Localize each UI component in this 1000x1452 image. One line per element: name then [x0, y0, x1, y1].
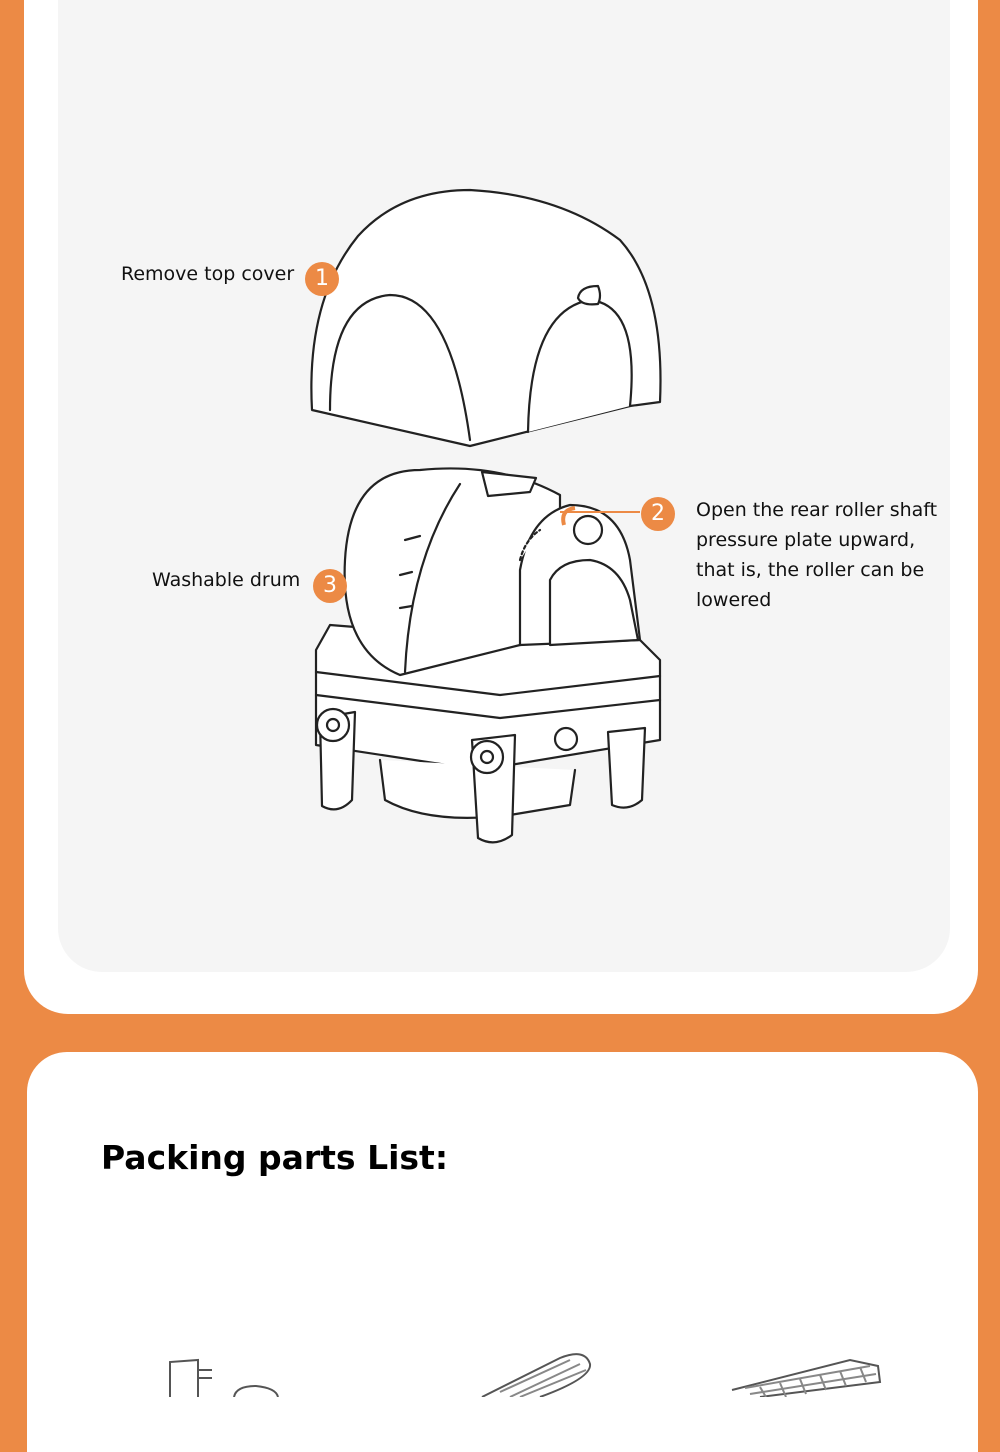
callout-1-badge: 1: [305, 262, 339, 296]
roller-housing-icon: [520, 505, 640, 645]
callout-2-badge: 2: [641, 497, 675, 531]
filter-grid-icon: [732, 1360, 880, 1397]
packing-heading: Packing parts List:: [101, 1138, 449, 1177]
callout-3-label: Washable drum: [152, 569, 301, 591]
callout-2-line-2: pressure plate upward,: [696, 529, 916, 551]
callout-2-line-3: that is, the roller can be: [696, 559, 925, 581]
top-cover-icon: [311, 190, 660, 446]
callout-1-label: Remove top cover: [121, 263, 295, 285]
roller-brush-icon: [482, 1354, 590, 1397]
power-adapter-icon: [170, 1360, 278, 1397]
packing-items: [0, 1330, 1000, 1397]
callout-2-line-4: lowered: [696, 589, 772, 611]
base-unit-icon: [316, 625, 660, 842]
callout-2-line-1: Open the rear roller shaft: [696, 499, 938, 521]
callout-3-badge: 3: [313, 569, 347, 603]
